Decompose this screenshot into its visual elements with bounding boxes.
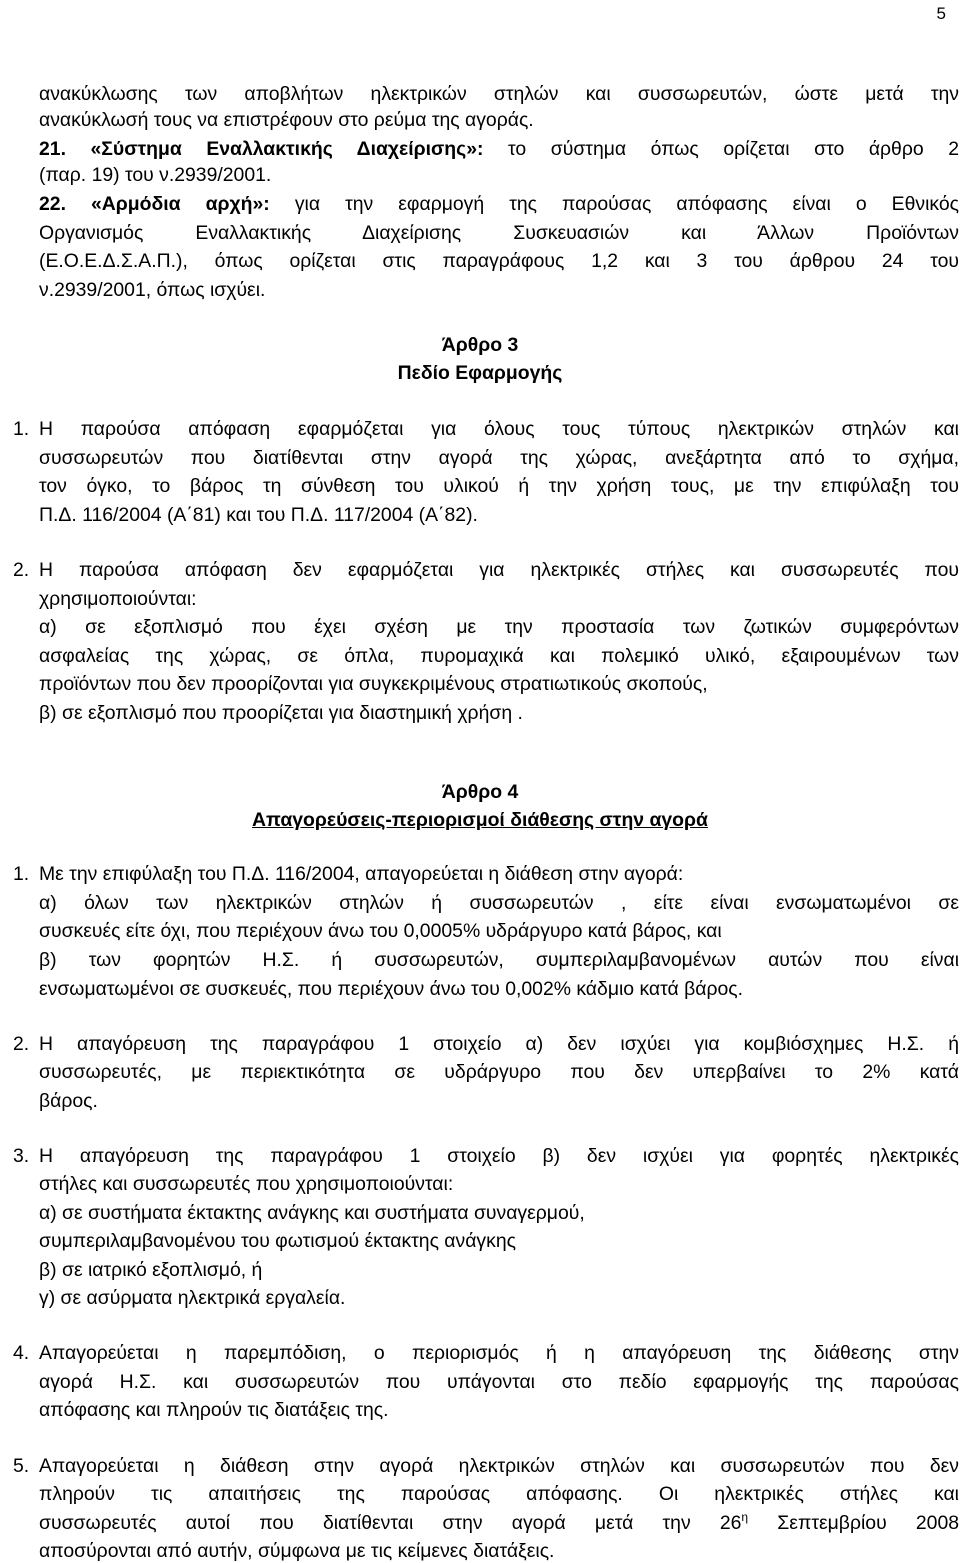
intro-line-2: ανακύκλωσή τους να επιστρέφουν στο ρεύμα της αγοράς. <box>39 109 534 131</box>
article-3-para-2-item-a-line-1: α) σε εξοπλισμό που έχει σχέση με την προστασία των ζωτικών συμφερόντων <box>39 616 959 638</box>
article-3-title: Άρθρο 3 <box>441 334 519 356</box>
article-3-para-2-item-a-line-3: προϊόντων που δεν προορίζονται για συγκεκριμένους στρατιωτικούς σκοπούς, <box>39 673 708 695</box>
ordinal-superscript: η <box>741 1510 749 1524</box>
page-number: 5 <box>936 4 946 23</box>
definition-22-line-2: Οργανισμός Εναλλακτικής Διαχείρισης Συσκευασιών και Άλλων Προϊόντων <box>39 222 959 244</box>
article-3-para-2-item-b-line-1: β) σε εξοπλισμό που προορίζεται για διαστημική χρήση . <box>39 702 523 724</box>
article-4-para-3-item-a-line-1: α) σε συστήματα έκτακτης ανάγκης και συστήματα συναγερμού, <box>39 1202 585 1224</box>
article-4-para-3-item-c: γ) σε ασύρματα ηλεκτρικά εργαλεία. <box>39 1287 346 1309</box>
para-text: συσσωρευτές αυτοί που διατίθενται στην αγορά μετά την 26 <box>39 1512 742 1534</box>
article-3-para-1-line-2: συσσωρευτών που διατίθενται στην αγορά της χώρας, ανεξάρτητα από το σχήμα, <box>39 447 959 469</box>
article-3-para-2-line-1 <box>13 558 959 582</box>
article-4-para-5-line-4: αποσύρονται από αυτήν, σύμφωνα με τις κείμενες διατάξεις. <box>39 1540 555 1562</box>
para-number: 3. <box>13 1145 30 1167</box>
definition-22-line-3: (Ε.Ο.Ε.Δ.Σ.Α.Π.), όπως ορίζεται στις παραγράφους 1,2 και 3 του άρθρου 24 του <box>39 250 959 272</box>
intro-line-1: ανακύκλωσης των αποβλήτων ηλεκτρικών στηλών και συσσωρευτών, ώστε μετά την <box>39 83 959 105</box>
para-text: Η απαγόρευση της παραγράφου 1 στοιχείο β) δεν ισχύει για φορητές ηλεκτρικές <box>39 1145 959 1167</box>
article-4-para-3-line-1 <box>13 1144 959 1168</box>
para-number: 5. <box>13 1455 30 1477</box>
para-text: Η παρούσα απόφαση δεν εφαρμόζεται για ηλεκτρικές στήλες και συσσωρευτές που <box>39 559 959 581</box>
article-4-title: Άρθρο 4 <box>441 781 519 803</box>
definition-21-line-1 <box>39 137 959 161</box>
definition-21-line-2: (παρ. 19) του ν.2939/2001. <box>39 164 272 186</box>
article-3-para-1-line-3: τον όγκο, το βάρος τη σύνθεση του υλικού ή την χρήση τους, με την επιφύλαξη του <box>39 475 959 497</box>
para-number: 1. <box>13 863 30 885</box>
definition-22-label: 22. «Αρμόδια αρχή»: <box>39 193 270 215</box>
article-3-subtitle: Πεδίο Εφαρμογής <box>397 362 563 384</box>
definition-22-line-1 <box>39 192 959 216</box>
article-4-para-2-line-3: βάρος. <box>39 1090 98 1112</box>
article-3-para-2-item-a-line-2: ασφαλείας της χώρας, σε όπλα, πυρομαχικά και πολεμικό υλικό, εξαιρουμένων των <box>39 645 959 667</box>
article-3-para-1-line-4: Π.Δ. 116/2004 (Α΄81) και του Π.Δ. 117/2004 (Α΄82). <box>39 504 478 526</box>
para-text: Η απαγόρευση της παραγράφου 1 στοιχείο α) δεν ισχύει για κομβιόσχημες Η.Σ. ή <box>39 1033 959 1055</box>
definition-22-text: για την εφαρμογή της παρούσας απόφασης είναι ο Εθνικός <box>269 193 959 215</box>
definition-21-text: το σύστημα όπως ορίζεται στο άρθρο 2 <box>483 138 959 160</box>
article-4-para-1-item-b-line-2: ενσωματωμένοι σε συσκευές, που περιέχουν άνω του 0,002% κάδμιο κατά βάρος. <box>39 978 744 1000</box>
para-number: 2. <box>13 559 30 581</box>
article-4-para-5-line-2: πληρούν τις απαιτήσεις της παρούσας απόφασης. Οι ηλεκτρικές στήλες και <box>39 1483 959 1505</box>
para-number: 2. <box>13 1033 30 1055</box>
article-4-para-2-line-2: συσσωρευτές, με περιεκτικότητα σε υδράργυρο που δεν υπερβαίνει το 2% κατά <box>39 1061 959 1083</box>
definition-22-line-4: ν.2939/2001, όπως ισχύει. <box>39 279 266 301</box>
article-4-para-1-item-a-line-1: α) όλων των ηλεκτρικών στηλών ή συσσωρευτών , είτε είναι ενσωματωμένοι σε <box>39 892 959 914</box>
para-text: Η παρούσα απόφαση εφαρμόζεται για όλους τους τύπους ηλεκτρικών στηλών και <box>39 418 959 440</box>
article-4-para-4-line-3: απόφασης και πληρούν τις διατάξεις της. <box>39 1399 389 1421</box>
article-4-para-3-item-b: β) σε ιατρικό εξοπλισμό, ή <box>39 1259 263 1281</box>
para-number: 4. <box>13 1342 30 1364</box>
article-4-subtitle: Απαγορεύσεις-περιορισμοί διάθεσης στην αγορά <box>252 809 708 831</box>
para-text: Σεπτεμβρίου 2008 <box>748 1512 960 1534</box>
para-text: Απαγορεύεται η παρεμπόδιση, ο περιορισμός ή η απαγόρευση της διάθεσης στην <box>39 1342 959 1364</box>
article-4-para-3-line-2: στήλες και συσσωρευτές που χρησιμοποιούνται: <box>39 1173 454 1195</box>
article-4-para-5-line-3 <box>39 1511 959 1535</box>
article-4-para-4-line-2: αγορά Η.Σ. και συσσωρευτών που υπάγονται στο πεδίο εφαρμογής της παρούσας <box>39 1371 959 1393</box>
para-text: Απαγορεύεται η διάθεση στην αγορά ηλεκτρικών στηλών και συσσωρευτών που δεν <box>39 1455 959 1477</box>
article-3-para-1-line-1 <box>13 417 959 441</box>
article-4-para-1-item-a-line-2: συσκευές είτε όχι, που περιέχουν άνω του 0,0005% υδράργυρο κατά βάρος, και <box>39 920 722 942</box>
para-number: 1. <box>13 418 30 440</box>
para-text: Με την επιφύλαξη του Π.Δ. 116/2004, απαγορεύεται η διάθεση στην αγορά: <box>39 863 684 885</box>
article-4-para-5-line-1 <box>13 1454 959 1478</box>
article-4-para-4-line-1 <box>13 1341 959 1365</box>
definition-21-label: 21. «Σύστημα Εναλλακτικής Διαχείρισης»: <box>39 138 484 160</box>
article-4-para-1-item-b-line-1: β) των φορητών Η.Σ. ή συσσωρευτών, συμπεριλαμβανομένων αυτών που είναι <box>39 949 959 971</box>
article-4-para-1-line-1 <box>13 862 959 886</box>
article-3-para-2-line-2: χρησιμοποιούνται: <box>39 588 197 610</box>
article-4-para-2-line-1 <box>13 1032 959 1056</box>
article-4-para-3-item-a-line-2: συμπεριλαμβανομένου του φωτισμού έκτακτης ανάγκης <box>39 1230 516 1252</box>
